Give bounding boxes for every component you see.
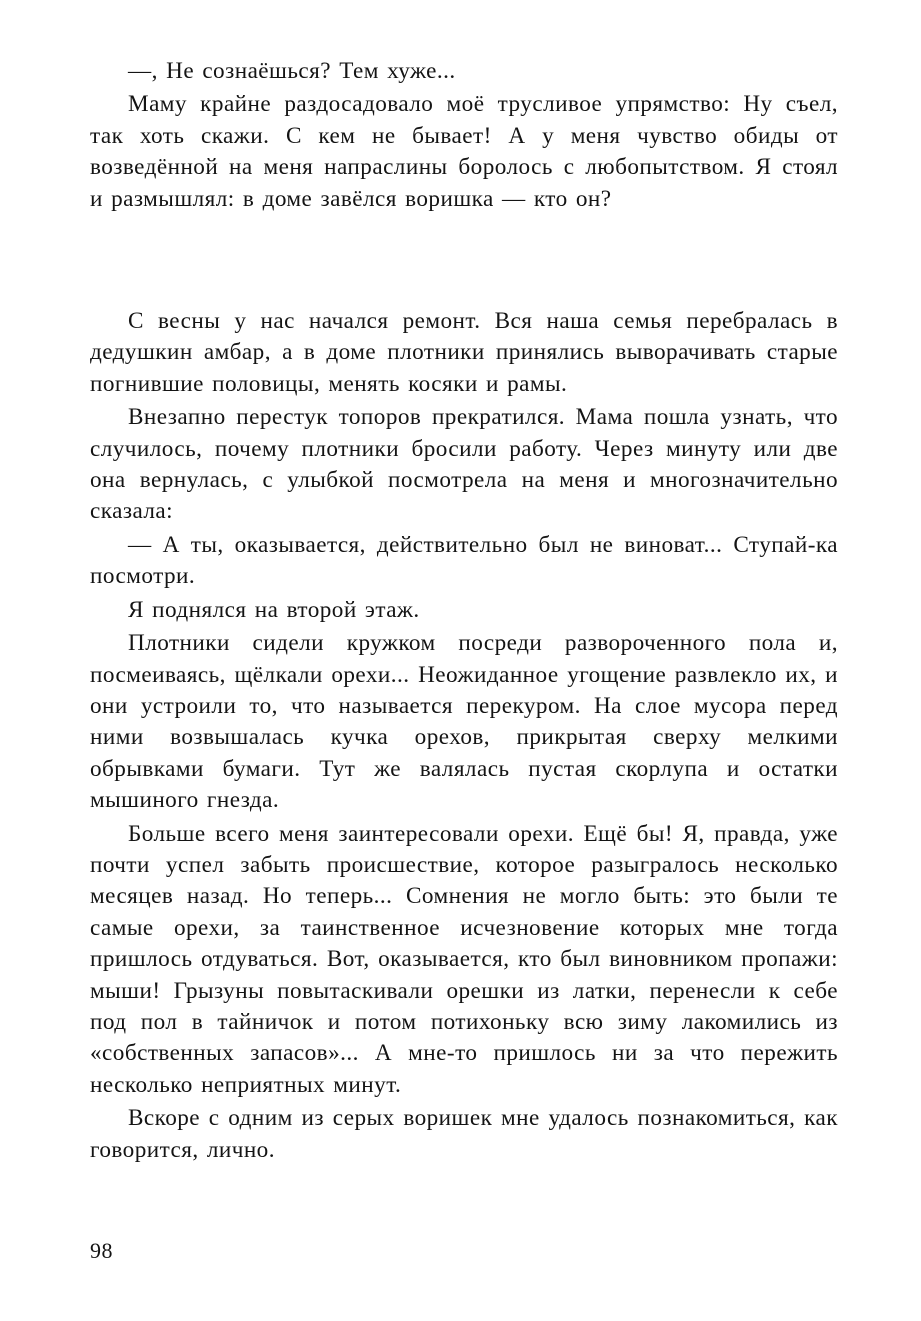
section-break [90,215,838,306]
paragraph: Плотники сидели кружком посреди развороченного пола и, посмеиваясь, щёлкали орехи... Неожиданное угощение развлекло их, и они устроили то, что называется перекуром. На слое мусора перед ними возвышалась кучка орехов, прикрытая сверху мелкими обрывками бумаги. Тут же валялась пустая скорлупа и остатки мышиного гнезда. [90,630,838,814]
paragraph: Я поднялся на второй этаж. [128,596,420,623]
paragraph: Внезапно перестук топоров прекратился. Мама пошла узнать, что случилось, почему плотники бросили работу. Через минуту или две она вернулась, с улыбкой посмотрела на меня и многозначительно сказала: [90,404,838,525]
paragraph: —, Не сознаёшься? Тем хуже... [128,58,456,84]
book-page-text [90,56,838,1166]
paragraph: С весны у нас начался ремонт. Вся наша семья перебралась в дедушкин амбар, а в доме плотники принялись выворачивать старые погнившие половицы, менять косяки и рамы. [90,308,838,397]
page-number: 98 [90,1238,113,1263]
paragraph: Вскоре с одним из серых воришек мне удалось познакомиться, как говорится, лично. [90,1105,838,1163]
paragraph: Больше всего меня заинтересовали орехи. Ещё бы! Я, правда, уже почти успел забыть происшествие, которое разыгралось несколько месяцев назад. Но теперь... Сомнения не могло быть: это были те самые орехи, за таинственное исчезновение которых мне тогда пришлось отдуваться. Вот, оказывается, кто был виновником пропажи: мыши! Грызуны повытаскивали орешки из латки, перенесли к себе под пол в тайничок и потом потихоньку всю зиму лакомились из «собственных запасов»... А мне-то пришлось ни за что пережить несколько неприятных минут. [90,820,838,1098]
paragraph: — А ты, оказывается, действительно был не виноват... Ступай-ка посмотри. [90,531,838,590]
paragraph: Маму крайне раздосадовало моё трусливое упрямство: Ну съел, так хоть скажи. С кем не бывает! А у меня чувство обиды от возведённой на меня напраслины боролось с любопытством. Я стоял и размышлял: в доме завёлся воришка — кто он? [90,91,838,212]
